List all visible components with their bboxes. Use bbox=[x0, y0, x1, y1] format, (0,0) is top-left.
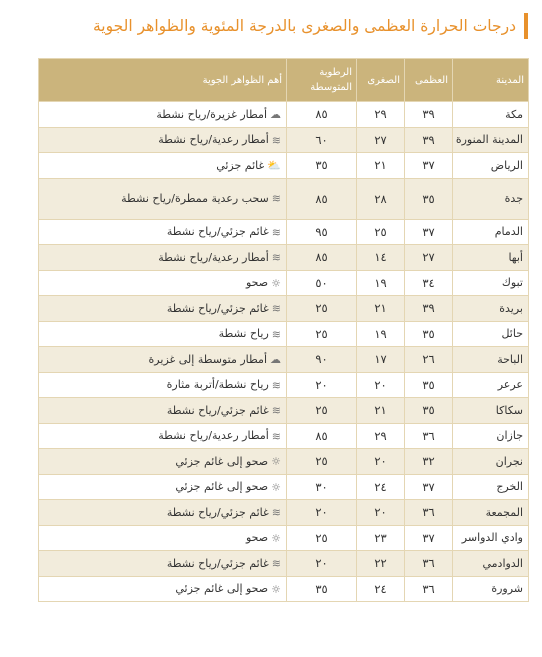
cell-min-temp: ٢١ bbox=[357, 398, 405, 424]
cell-phenomena bbox=[39, 525, 287, 551]
cell-humidity: ٢٥ bbox=[287, 525, 357, 551]
cell-city: الباحة bbox=[453, 347, 529, 373]
cell-humidity: ٦٠ bbox=[287, 127, 357, 153]
cell-city: حائل bbox=[453, 321, 529, 347]
cell-city: سكاكا bbox=[453, 398, 529, 424]
cell-humidity: ٩٠ bbox=[287, 347, 357, 373]
cell-min-temp: ٢٠ bbox=[357, 449, 405, 475]
cell-max-temp: ٣٧ bbox=[405, 525, 453, 551]
cell-humidity: ٣٥ bbox=[287, 576, 357, 602]
phenomena-text: غائم جزئي/رياح نشطة bbox=[166, 403, 269, 417]
cell-city: الدمام bbox=[453, 219, 529, 245]
table-row bbox=[39, 127, 529, 153]
cell-city: نجران bbox=[453, 449, 529, 475]
table-row bbox=[39, 372, 529, 398]
cell-min-temp: ٢١ bbox=[357, 296, 405, 322]
cell-humidity: ٨٥ bbox=[287, 178, 357, 219]
cell-phenomena bbox=[39, 398, 287, 424]
cell-max-temp: ٣٩ bbox=[405, 296, 453, 322]
table-row bbox=[39, 102, 529, 128]
cell-humidity: ٣٥ bbox=[287, 153, 357, 179]
table-header-row bbox=[39, 59, 529, 102]
cell-max-temp: ٣٥ bbox=[405, 398, 453, 424]
phenomena-text: غائم جزئي/رياح نشطة bbox=[166, 505, 269, 519]
cell-min-temp: ٢٨ bbox=[357, 178, 405, 219]
cell-max-temp: ٣٧ bbox=[405, 219, 453, 245]
cell-humidity: ٢٥ bbox=[287, 321, 357, 347]
cell-min-temp: ٢٥ bbox=[357, 219, 405, 245]
sun-icon: ☼ bbox=[271, 276, 281, 290]
cell-max-temp: ٣٧ bbox=[405, 153, 453, 179]
cell-max-temp: ٣٦ bbox=[405, 500, 453, 526]
cell-city: بريدة bbox=[453, 296, 529, 322]
phenomena-text: أمطار رعدية/رياح نشطة bbox=[158, 133, 269, 146]
cell-humidity: ٢٠ bbox=[287, 372, 357, 398]
table-row bbox=[39, 423, 529, 449]
cell-humidity: ٢٥ bbox=[287, 398, 357, 424]
wind-icon: ≋ bbox=[271, 327, 281, 341]
cell-city: شرورة bbox=[453, 576, 529, 602]
cell-city: مكة bbox=[453, 102, 529, 128]
page-title: درجات الحرارة العظمى والصغرى بالدرجة المئوية والظواهر الجوية bbox=[93, 17, 516, 35]
table-row bbox=[39, 321, 529, 347]
wind-icon: ≋ bbox=[271, 404, 281, 417]
cell-city: وادي الدواسر bbox=[453, 525, 529, 551]
phenomena-text: صحو إلى غائم جزئي bbox=[175, 480, 269, 493]
wind-icon: ≋ bbox=[271, 506, 281, 519]
sun-icon: ☼ bbox=[271, 480, 281, 494]
table-row bbox=[39, 398, 529, 424]
cell-min-temp: ١٩ bbox=[357, 270, 405, 296]
cell-city: المجمعة bbox=[453, 500, 529, 526]
table-row bbox=[39, 576, 529, 602]
cell-phenomena bbox=[39, 449, 287, 475]
cell-min-temp: ٢١ bbox=[357, 153, 405, 179]
cell-min-temp: ١٤ bbox=[357, 245, 405, 271]
cell-min-temp: ٢٢ bbox=[357, 551, 405, 577]
wind-icon: ≋ bbox=[271, 429, 281, 443]
cell-max-temp: ٣٥ bbox=[405, 372, 453, 398]
cell-city: المدينة المنورة bbox=[453, 127, 529, 153]
sun-icon: ☼ bbox=[271, 455, 281, 468]
cloud-rain-icon: ☁ bbox=[270, 353, 281, 366]
cell-min-temp: ٢٤ bbox=[357, 576, 405, 602]
header-max: العظمى bbox=[405, 59, 453, 102]
table-row bbox=[39, 219, 529, 245]
cell-humidity: ٩٥ bbox=[287, 219, 357, 245]
cell-max-temp: ٣٢ bbox=[405, 449, 453, 475]
cell-phenomena bbox=[39, 347, 287, 373]
cell-city: تبوك bbox=[453, 270, 529, 296]
wind-icon: ≋ bbox=[271, 192, 281, 206]
table-row bbox=[39, 153, 529, 179]
table-row bbox=[39, 245, 529, 271]
cell-humidity: ٨٥ bbox=[287, 102, 357, 128]
cell-max-temp: ٣٥ bbox=[405, 178, 453, 219]
phenomena-text: سحب رعدية ممطرة/رياح نشطة bbox=[121, 191, 269, 205]
cell-phenomena bbox=[39, 245, 287, 271]
wind-icon: ≋ bbox=[271, 225, 281, 239]
cell-max-temp: ٢٦ bbox=[405, 347, 453, 373]
cell-min-temp: ٢٧ bbox=[357, 127, 405, 153]
cell-max-temp: ٣٦ bbox=[405, 423, 453, 449]
table-row bbox=[39, 525, 529, 551]
phenomena-text: صحو إلى غائم جزئي bbox=[175, 454, 269, 468]
cell-phenomena bbox=[39, 219, 287, 245]
header-city: المدينة bbox=[453, 59, 529, 102]
wind-icon: ≋ bbox=[271, 302, 281, 315]
cell-city: أبها bbox=[453, 245, 529, 271]
cell-phenomena bbox=[39, 372, 287, 398]
cell-max-temp: ٣٦ bbox=[405, 576, 453, 602]
cell-phenomena bbox=[39, 551, 287, 577]
cell-city: عرعر bbox=[453, 372, 529, 398]
title-accent-bar bbox=[524, 13, 528, 39]
cell-city: جازان bbox=[453, 423, 529, 449]
wind-icon: ≋ bbox=[271, 251, 281, 264]
cell-phenomena bbox=[39, 321, 287, 347]
phenomena-text: أمطار غزيرة/رياح نشطة bbox=[156, 107, 267, 121]
cell-min-temp: ٢٩ bbox=[357, 102, 405, 128]
table-row bbox=[39, 500, 529, 526]
cell-city: جدة bbox=[453, 178, 529, 219]
cell-humidity: ٢٥ bbox=[287, 449, 357, 475]
cell-max-temp: ٣٧ bbox=[405, 474, 453, 500]
cell-min-temp: ١٧ bbox=[357, 347, 405, 373]
cell-city: الرياض bbox=[453, 153, 529, 179]
phenomena-text: غائم جزئي/رياح نشطة bbox=[166, 556, 269, 570]
title-bar bbox=[38, 12, 528, 40]
cell-phenomena bbox=[39, 153, 287, 179]
cell-phenomena bbox=[39, 423, 287, 449]
partly-cloudy-icon: ⛅ bbox=[267, 159, 281, 172]
cell-city: الدوادمي bbox=[453, 551, 529, 577]
cell-max-temp: ٣٤ bbox=[405, 270, 453, 296]
phenomena-text: غائم جزئي/رياح نشطة bbox=[166, 225, 269, 238]
phenomena-text: رياح نشطة/أتربة مثارة bbox=[166, 378, 269, 391]
phenomena-text: أمطار رعدية/رياح نشطة bbox=[158, 429, 269, 442]
cell-max-temp: ٢٧ bbox=[405, 245, 453, 271]
cell-max-temp: ٣٩ bbox=[405, 127, 453, 153]
sun-icon: ☼ bbox=[271, 531, 281, 545]
cell-min-temp: ٢٣ bbox=[357, 525, 405, 551]
cell-phenomena bbox=[39, 178, 287, 219]
phenomena-text: صحو bbox=[246, 531, 269, 544]
cell-max-temp: ٣٩ bbox=[405, 102, 453, 128]
wind-icon: ≋ bbox=[271, 378, 281, 392]
table-row bbox=[39, 296, 529, 322]
cell-humidity: ٥٠ bbox=[287, 270, 357, 296]
cell-min-temp: ٢٠ bbox=[357, 500, 405, 526]
cell-humidity: ٢٥ bbox=[287, 296, 357, 322]
table-row bbox=[39, 178, 529, 219]
header-phenomena: أهم الظواهر الجوية bbox=[39, 59, 287, 102]
cell-phenomena bbox=[39, 500, 287, 526]
table-row bbox=[39, 474, 529, 500]
phenomena-text: غائم جزئي bbox=[216, 158, 265, 172]
phenomena-text: أمطار رعدية/رياح نشطة bbox=[158, 250, 269, 264]
header-min: الصغرى bbox=[357, 59, 405, 102]
cell-min-temp: ١٩ bbox=[357, 321, 405, 347]
cell-phenomena bbox=[39, 296, 287, 322]
phenomena-text: صحو إلى غائم جزئي bbox=[175, 582, 269, 595]
cell-min-temp: ٢٩ bbox=[357, 423, 405, 449]
table-row bbox=[39, 449, 529, 475]
phenomena-text: غائم جزئي/رياح نشطة bbox=[166, 301, 269, 315]
cell-humidity: ٢٠ bbox=[287, 551, 357, 577]
sun-icon: ☼ bbox=[271, 582, 281, 596]
wind-icon: ≋ bbox=[271, 133, 281, 147]
cell-humidity: ٨٥ bbox=[287, 423, 357, 449]
cell-min-temp: ٢٠ bbox=[357, 372, 405, 398]
cell-phenomena bbox=[39, 474, 287, 500]
header-humidity: الرطوبة المتوسطة bbox=[287, 59, 357, 102]
phenomena-text: رياح نشطة bbox=[218, 327, 269, 340]
cell-phenomena bbox=[39, 576, 287, 602]
wind-icon: ≋ bbox=[271, 557, 281, 570]
phenomena-text: صحو bbox=[246, 276, 269, 289]
phenomena-text: أمطار متوسطة إلى غزيرة bbox=[148, 352, 267, 366]
cell-phenomena bbox=[39, 270, 287, 296]
weather-table bbox=[38, 58, 529, 602]
cell-humidity: ٢٠ bbox=[287, 500, 357, 526]
table-row bbox=[39, 347, 529, 373]
cell-phenomena bbox=[39, 127, 287, 153]
cloud-rain-icon: ☁ bbox=[270, 108, 281, 121]
cell-city: الخرج bbox=[453, 474, 529, 500]
table-row bbox=[39, 551, 529, 577]
table-row bbox=[39, 270, 529, 296]
cell-humidity: ٣٠ bbox=[287, 474, 357, 500]
cell-min-temp: ٢٤ bbox=[357, 474, 405, 500]
cell-humidity: ٨٥ bbox=[287, 245, 357, 271]
cell-max-temp: ٣٥ bbox=[405, 321, 453, 347]
cell-max-temp: ٣٦ bbox=[405, 551, 453, 577]
cell-phenomena bbox=[39, 102, 287, 128]
